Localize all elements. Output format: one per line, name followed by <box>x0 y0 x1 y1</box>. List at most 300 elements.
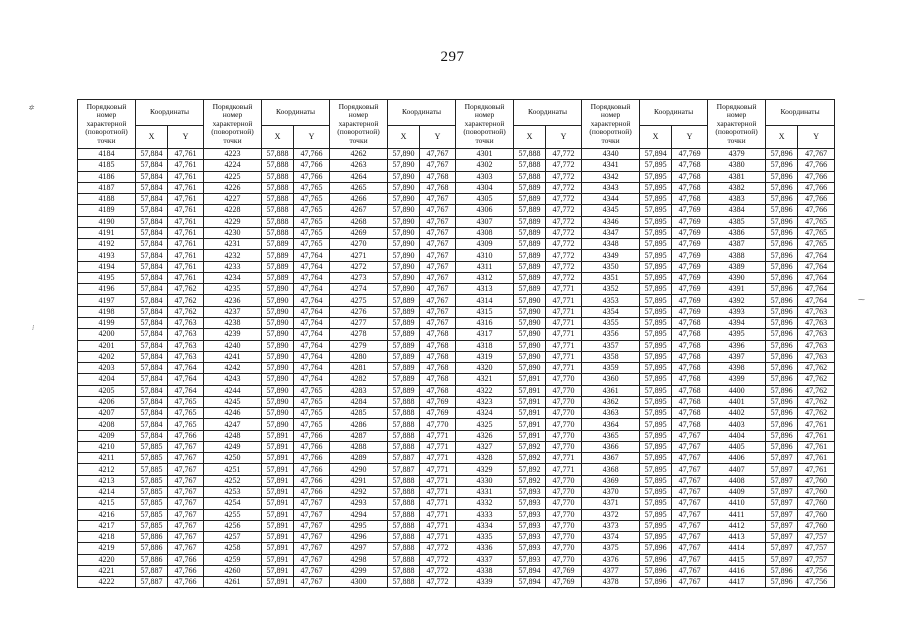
point-number-cell: 4332 <box>456 498 514 509</box>
point-number-cell: 4217 <box>78 520 136 531</box>
y-coordinate-cell: 47,763 <box>168 317 204 328</box>
x-coordinate-cell: 57,890 <box>262 317 294 328</box>
x-coordinate-cell: 57,891 <box>262 453 294 464</box>
point-number-cell: 4267 <box>330 205 388 216</box>
point-number-cell: 4265 <box>330 182 388 193</box>
x-coordinate-cell: 57,889 <box>262 250 294 261</box>
x-coordinate-cell: 57,888 <box>388 396 420 407</box>
header-row <box>78 100 835 126</box>
y-coordinate-cell: 47,770 <box>546 408 582 419</box>
x-coordinate-cell: 57,884 <box>136 284 168 295</box>
point-number-cell: 4390 <box>708 272 766 283</box>
point-number-cell: 4216 <box>78 509 136 520</box>
x-coordinate-cell: 57,888 <box>388 441 420 452</box>
y-coordinate-cell: 47,766 <box>294 486 330 497</box>
table-row <box>78 374 835 385</box>
y-coordinate-cell: 47,767 <box>420 317 456 328</box>
x-coordinate-cell: 57,890 <box>388 250 420 261</box>
point-number-cell: 4343 <box>582 182 640 193</box>
y-coordinate-cell: 47,764 <box>294 250 330 261</box>
y-coordinate-cell: 47,767 <box>168 498 204 509</box>
coordinates-table <box>77 99 835 588</box>
point-number-cell: 4273 <box>330 272 388 283</box>
point-number-cell: 4319 <box>456 351 514 362</box>
point-number-cell: 4257 <box>204 532 262 543</box>
header-x: X <box>514 126 546 149</box>
table-row <box>78 577 835 588</box>
point-number-cell: 4320 <box>456 363 514 374</box>
point-number-cell: 4304 <box>456 182 514 193</box>
x-coordinate-cell: 57,893 <box>514 554 546 565</box>
x-coordinate-cell: 57,895 <box>640 340 672 351</box>
x-coordinate-cell: 57,885 <box>136 464 168 475</box>
x-coordinate-cell: 57,896 <box>766 149 798 160</box>
y-coordinate-cell: 47,767 <box>294 520 330 531</box>
point-number-cell: 4290 <box>330 464 388 475</box>
y-coordinate-cell: 47,767 <box>420 284 456 295</box>
x-coordinate-cell: 57,890 <box>388 272 420 283</box>
y-coordinate-cell: 47,772 <box>546 227 582 238</box>
header-coordinates: Координаты <box>514 100 582 126</box>
table-row <box>78 160 835 171</box>
point-number-cell: 4213 <box>78 475 136 486</box>
scan-mark: ✲ <box>28 104 34 112</box>
x-coordinate-cell: 57,888 <box>262 216 294 227</box>
y-coordinate-cell: 47,767 <box>168 464 204 475</box>
y-coordinate-cell: 47,764 <box>168 363 204 374</box>
x-coordinate-cell: 57,890 <box>262 340 294 351</box>
table-row <box>78 419 835 430</box>
point-number-cell: 4253 <box>204 486 262 497</box>
y-coordinate-cell: 47,761 <box>168 160 204 171</box>
y-coordinate-cell: 47,770 <box>546 374 582 385</box>
point-number-cell: 4357 <box>582 340 640 351</box>
y-coordinate-cell: 47,768 <box>672 385 708 396</box>
point-number-cell: 4345 <box>582 205 640 216</box>
y-coordinate-cell: 47,767 <box>168 453 204 464</box>
y-coordinate-cell: 47,767 <box>672 453 708 464</box>
y-coordinate-cell: 47,765 <box>294 227 330 238</box>
point-number-cell: 4344 <box>582 194 640 205</box>
table-row <box>78 486 835 497</box>
y-coordinate-cell: 47,767 <box>420 261 456 272</box>
point-number-cell: 4286 <box>330 419 388 430</box>
x-coordinate-cell: 57,897 <box>766 532 798 543</box>
y-coordinate-cell: 47,772 <box>546 261 582 272</box>
y-coordinate-cell: 47,771 <box>546 284 582 295</box>
y-coordinate-cell: 47,763 <box>798 351 835 362</box>
point-number-cell: 4237 <box>204 306 262 317</box>
y-coordinate-cell: 47,767 <box>168 543 204 554</box>
y-coordinate-cell: 47,771 <box>546 317 582 328</box>
point-number-cell: 4189 <box>78 205 136 216</box>
x-coordinate-cell: 57,895 <box>640 205 672 216</box>
y-coordinate-cell: 47,771 <box>420 498 456 509</box>
y-coordinate-cell: 47,769 <box>672 306 708 317</box>
table-row <box>78 239 835 250</box>
x-coordinate-cell: 57,885 <box>136 486 168 497</box>
point-number-cell: 4362 <box>582 396 640 407</box>
table-row <box>78 408 835 419</box>
y-coordinate-cell: 47,767 <box>420 227 456 238</box>
x-coordinate-cell: 57,891 <box>514 396 546 407</box>
point-number-cell: 4199 <box>78 317 136 328</box>
point-number-cell: 4361 <box>582 385 640 396</box>
point-number-cell: 4235 <box>204 284 262 295</box>
x-coordinate-cell: 57,895 <box>640 419 672 430</box>
point-number-cell: 4341 <box>582 160 640 171</box>
y-coordinate-cell: 47,772 <box>420 565 456 576</box>
y-coordinate-cell: 47,762 <box>168 284 204 295</box>
table-row <box>78 430 835 441</box>
x-coordinate-cell: 57,887 <box>136 577 168 588</box>
y-coordinate-cell: 47,769 <box>420 396 456 407</box>
x-coordinate-cell: 57,885 <box>136 475 168 486</box>
y-coordinate-cell: 47,764 <box>294 261 330 272</box>
point-number-cell: 4363 <box>582 408 640 419</box>
point-number-cell: 4291 <box>330 475 388 486</box>
y-coordinate-cell: 47,768 <box>672 340 708 351</box>
y-coordinate-cell: 47,760 <box>798 509 835 520</box>
y-coordinate-cell: 47,764 <box>168 374 204 385</box>
table-row <box>78 554 835 565</box>
point-number-cell: 4314 <box>456 295 514 306</box>
x-coordinate-cell: 57,888 <box>388 408 420 419</box>
header-y: Y <box>798 126 835 149</box>
y-coordinate-cell: 47,768 <box>420 363 456 374</box>
y-coordinate-cell: 47,764 <box>294 295 330 306</box>
point-number-cell: 4277 <box>330 317 388 328</box>
y-coordinate-cell: 47,768 <box>672 363 708 374</box>
table-row <box>78 205 835 216</box>
y-coordinate-cell: 47,767 <box>294 532 330 543</box>
y-coordinate-cell: 47,771 <box>546 464 582 475</box>
point-number-cell: 4410 <box>708 498 766 509</box>
x-coordinate-cell: 57,896 <box>766 374 798 385</box>
y-coordinate-cell: 47,766 <box>294 430 330 441</box>
point-number-cell: 4411 <box>708 509 766 520</box>
point-number-cell: 4300 <box>330 577 388 588</box>
y-coordinate-cell: 47,772 <box>546 250 582 261</box>
header-x: X <box>640 126 672 149</box>
point-number-cell: 4305 <box>456 194 514 205</box>
x-coordinate-cell: 57,888 <box>514 149 546 160</box>
x-coordinate-cell: 57,890 <box>514 340 546 351</box>
x-coordinate-cell: 57,895 <box>640 216 672 227</box>
x-coordinate-cell: 57,892 <box>514 464 546 475</box>
y-coordinate-cell: 47,764 <box>294 351 330 362</box>
point-number-cell: 4378 <box>582 577 640 588</box>
y-coordinate-cell: 47,764 <box>294 272 330 283</box>
point-number-cell: 4328 <box>456 453 514 464</box>
point-number-cell: 4335 <box>456 532 514 543</box>
x-coordinate-cell: 57,897 <box>766 498 798 509</box>
x-coordinate-cell: 57,896 <box>640 577 672 588</box>
x-coordinate-cell: 57,897 <box>766 464 798 475</box>
y-coordinate-cell: 47,766 <box>294 441 330 452</box>
x-coordinate-cell: 57,896 <box>766 430 798 441</box>
point-number-cell: 4331 <box>456 486 514 497</box>
y-coordinate-cell: 47,761 <box>798 430 835 441</box>
x-coordinate-cell: 57,895 <box>640 317 672 328</box>
x-coordinate-cell: 57,888 <box>514 171 546 182</box>
y-coordinate-cell: 47,765 <box>798 227 835 238</box>
x-coordinate-cell: 57,884 <box>136 430 168 441</box>
x-coordinate-cell: 57,891 <box>262 464 294 475</box>
point-number-cell: 4246 <box>204 408 262 419</box>
x-coordinate-cell: 57,895 <box>640 295 672 306</box>
y-coordinate-cell: 47,767 <box>420 205 456 216</box>
x-coordinate-cell: 57,891 <box>262 498 294 509</box>
y-coordinate-cell: 47,768 <box>672 351 708 362</box>
point-number-cell: 4234 <box>204 272 262 283</box>
point-number-cell: 4417 <box>708 577 766 588</box>
x-coordinate-cell: 57,895 <box>640 486 672 497</box>
point-number-cell: 4212 <box>78 464 136 475</box>
x-coordinate-cell: 57,895 <box>640 284 672 295</box>
point-number-cell: 4187 <box>78 182 136 193</box>
point-number-cell: 4308 <box>456 227 514 238</box>
point-number-cell: 4312 <box>456 272 514 283</box>
x-coordinate-cell: 57,888 <box>388 498 420 509</box>
table-row <box>78 520 835 531</box>
y-coordinate-cell: 47,760 <box>798 475 835 486</box>
point-number-cell: 4243 <box>204 374 262 385</box>
table-row <box>78 475 835 486</box>
point-number-cell: 4388 <box>708 250 766 261</box>
x-coordinate-cell: 57,894 <box>514 577 546 588</box>
y-coordinate-cell: 47,771 <box>420 441 456 452</box>
point-number-cell: 4379 <box>708 149 766 160</box>
y-coordinate-cell: 47,769 <box>672 295 708 306</box>
point-number-cell: 4280 <box>330 351 388 362</box>
x-coordinate-cell: 57,895 <box>640 520 672 531</box>
point-number-cell: 4364 <box>582 419 640 430</box>
y-coordinate-cell: 47,766 <box>294 149 330 160</box>
point-number-cell: 4301 <box>456 149 514 160</box>
y-coordinate-cell: 47,766 <box>798 171 835 182</box>
x-coordinate-cell: 57,892 <box>514 475 546 486</box>
point-number-cell: 4207 <box>78 408 136 419</box>
x-coordinate-cell: 57,884 <box>136 160 168 171</box>
point-number-cell: 4399 <box>708 374 766 385</box>
point-number-cell: 4287 <box>330 430 388 441</box>
x-coordinate-cell: 57,897 <box>766 453 798 464</box>
point-number-cell: 4322 <box>456 385 514 396</box>
y-coordinate-cell: 47,767 <box>294 498 330 509</box>
y-coordinate-cell: 47,762 <box>168 295 204 306</box>
table-row <box>78 272 835 283</box>
x-coordinate-cell: 57,891 <box>514 430 546 441</box>
point-number-cell: 4387 <box>708 239 766 250</box>
point-number-cell: 4342 <box>582 171 640 182</box>
point-number-cell: 4215 <box>78 498 136 509</box>
table-row <box>78 306 835 317</box>
point-number-cell: 4333 <box>456 509 514 520</box>
y-coordinate-cell: 47,766 <box>168 577 204 588</box>
x-coordinate-cell: 57,888 <box>388 419 420 430</box>
point-number-cell: 4393 <box>708 306 766 317</box>
y-coordinate-cell: 47,764 <box>294 317 330 328</box>
x-coordinate-cell: 57,884 <box>136 149 168 160</box>
table-row <box>78 250 835 261</box>
point-number-cell: 4403 <box>708 419 766 430</box>
y-coordinate-cell: 47,762 <box>798 396 835 407</box>
y-coordinate-cell: 47,767 <box>420 239 456 250</box>
x-coordinate-cell: 57,896 <box>766 329 798 340</box>
point-number-cell: 4278 <box>330 329 388 340</box>
point-number-cell: 4354 <box>582 306 640 317</box>
point-number-cell: 4242 <box>204 363 262 374</box>
table-row <box>78 498 835 509</box>
header-x: X <box>262 126 294 149</box>
x-coordinate-cell: 57,888 <box>388 543 420 554</box>
y-coordinate-cell: 47,761 <box>168 250 204 261</box>
x-coordinate-cell: 57,890 <box>388 194 420 205</box>
page-number: 297 <box>440 49 465 65</box>
x-coordinate-cell: 57,895 <box>640 160 672 171</box>
x-coordinate-cell: 57,891 <box>262 565 294 576</box>
table-row <box>78 182 835 193</box>
y-coordinate-cell: 47,770 <box>546 498 582 509</box>
x-coordinate-cell: 57,895 <box>640 374 672 385</box>
y-coordinate-cell: 47,772 <box>420 543 456 554</box>
y-coordinate-cell: 47,761 <box>798 453 835 464</box>
point-number-cell: 4397 <box>708 351 766 362</box>
x-coordinate-cell: 57,884 <box>136 171 168 182</box>
x-coordinate-cell: 57,890 <box>262 419 294 430</box>
point-number-cell: 4294 <box>330 509 388 520</box>
point-number-cell: 4289 <box>330 453 388 464</box>
x-coordinate-cell: 57,888 <box>388 486 420 497</box>
x-coordinate-cell: 57,896 <box>766 408 798 419</box>
y-coordinate-cell: 47,770 <box>546 385 582 396</box>
header-point-number: Порядковый номер характерной (поворотной) точки <box>204 100 262 149</box>
y-coordinate-cell: 47,767 <box>672 577 708 588</box>
x-coordinate-cell: 57,890 <box>388 261 420 272</box>
y-coordinate-cell: 47,765 <box>294 194 330 205</box>
point-number-cell: 4281 <box>330 363 388 374</box>
x-coordinate-cell: 57,890 <box>262 396 294 407</box>
x-coordinate-cell: 57,884 <box>136 295 168 306</box>
point-number-cell: 4338 <box>456 565 514 576</box>
y-coordinate-cell: 47,761 <box>168 216 204 227</box>
x-coordinate-cell: 57,891 <box>514 408 546 419</box>
point-number-cell: 4193 <box>78 250 136 261</box>
x-coordinate-cell: 57,897 <box>766 509 798 520</box>
y-coordinate-cell: 47,767 <box>294 509 330 520</box>
y-coordinate-cell: 47,772 <box>420 554 456 565</box>
x-coordinate-cell: 57,889 <box>388 306 420 317</box>
x-coordinate-cell: 57,896 <box>640 543 672 554</box>
table-row <box>78 464 835 475</box>
y-coordinate-cell: 47,772 <box>546 194 582 205</box>
y-coordinate-cell: 47,772 <box>546 171 582 182</box>
point-number-cell: 4293 <box>330 498 388 509</box>
x-coordinate-cell: 57,895 <box>640 441 672 452</box>
point-number-cell: 4334 <box>456 520 514 531</box>
x-coordinate-cell: 57,896 <box>766 171 798 182</box>
x-coordinate-cell: 57,890 <box>514 317 546 328</box>
point-number-cell: 4352 <box>582 284 640 295</box>
x-coordinate-cell: 57,895 <box>640 532 672 543</box>
y-coordinate-cell: 47,769 <box>420 408 456 419</box>
x-coordinate-cell: 57,889 <box>514 194 546 205</box>
header-x: X <box>766 126 798 149</box>
point-number-cell: 4412 <box>708 520 766 531</box>
y-coordinate-cell: 47,762 <box>798 363 835 374</box>
y-coordinate-cell: 47,763 <box>168 351 204 362</box>
y-coordinate-cell: 47,764 <box>168 385 204 396</box>
y-coordinate-cell: 47,771 <box>420 520 456 531</box>
point-number-cell: 4380 <box>708 160 766 171</box>
point-number-cell: 4271 <box>330 250 388 261</box>
x-coordinate-cell: 57,887 <box>136 565 168 576</box>
y-coordinate-cell: 47,770 <box>546 396 582 407</box>
point-number-cell: 4204 <box>78 374 136 385</box>
point-number-cell: 4274 <box>330 284 388 295</box>
x-coordinate-cell: 57,888 <box>388 577 420 588</box>
point-number-cell: 4266 <box>330 194 388 205</box>
y-coordinate-cell: 47,771 <box>420 509 456 520</box>
x-coordinate-cell: 57,896 <box>640 565 672 576</box>
x-coordinate-cell: 57,884 <box>136 408 168 419</box>
x-coordinate-cell: 57,892 <box>514 453 546 464</box>
x-coordinate-cell: 57,896 <box>766 261 798 272</box>
x-coordinate-cell: 57,885 <box>136 509 168 520</box>
point-number-cell: 4198 <box>78 306 136 317</box>
y-coordinate-cell: 47,765 <box>294 182 330 193</box>
y-coordinate-cell: 47,771 <box>546 453 582 464</box>
y-coordinate-cell: 47,762 <box>168 306 204 317</box>
point-number-cell: 4330 <box>456 475 514 486</box>
table-row <box>78 329 835 340</box>
point-number-cell: 4244 <box>204 385 262 396</box>
x-coordinate-cell: 57,889 <box>388 385 420 396</box>
y-coordinate-cell: 47,768 <box>420 351 456 362</box>
point-number-cell: 4367 <box>582 453 640 464</box>
x-coordinate-cell: 57,895 <box>640 385 672 396</box>
y-coordinate-cell: 47,770 <box>546 532 582 543</box>
point-number-cell: 4276 <box>330 306 388 317</box>
x-coordinate-cell: 57,888 <box>514 160 546 171</box>
y-coordinate-cell: 47,767 <box>294 554 330 565</box>
x-coordinate-cell: 57,895 <box>640 363 672 374</box>
point-number-cell: 4346 <box>582 216 640 227</box>
point-number-cell: 4251 <box>204 464 262 475</box>
point-number-cell: 4310 <box>456 250 514 261</box>
point-number-cell: 4231 <box>204 239 262 250</box>
x-coordinate-cell: 57,889 <box>514 205 546 216</box>
y-coordinate-cell: 47,763 <box>798 340 835 351</box>
header-coordinates: Координаты <box>136 100 204 126</box>
point-number-cell: 4285 <box>330 408 388 419</box>
y-coordinate-cell: 47,771 <box>420 430 456 441</box>
y-coordinate-cell: 47,764 <box>798 261 835 272</box>
x-coordinate-cell: 57,888 <box>262 182 294 193</box>
x-coordinate-cell: 57,888 <box>388 509 420 520</box>
x-coordinate-cell: 57,889 <box>388 317 420 328</box>
scan-mark: ⁞ <box>32 324 35 332</box>
x-coordinate-cell: 57,896 <box>766 385 798 396</box>
table-row <box>78 261 835 272</box>
table-body <box>78 149 835 588</box>
y-coordinate-cell: 47,768 <box>672 408 708 419</box>
x-coordinate-cell: 57,890 <box>514 306 546 317</box>
y-coordinate-cell: 47,767 <box>672 475 708 486</box>
y-coordinate-cell: 47,756 <box>798 577 835 588</box>
y-coordinate-cell: 47,770 <box>546 509 582 520</box>
